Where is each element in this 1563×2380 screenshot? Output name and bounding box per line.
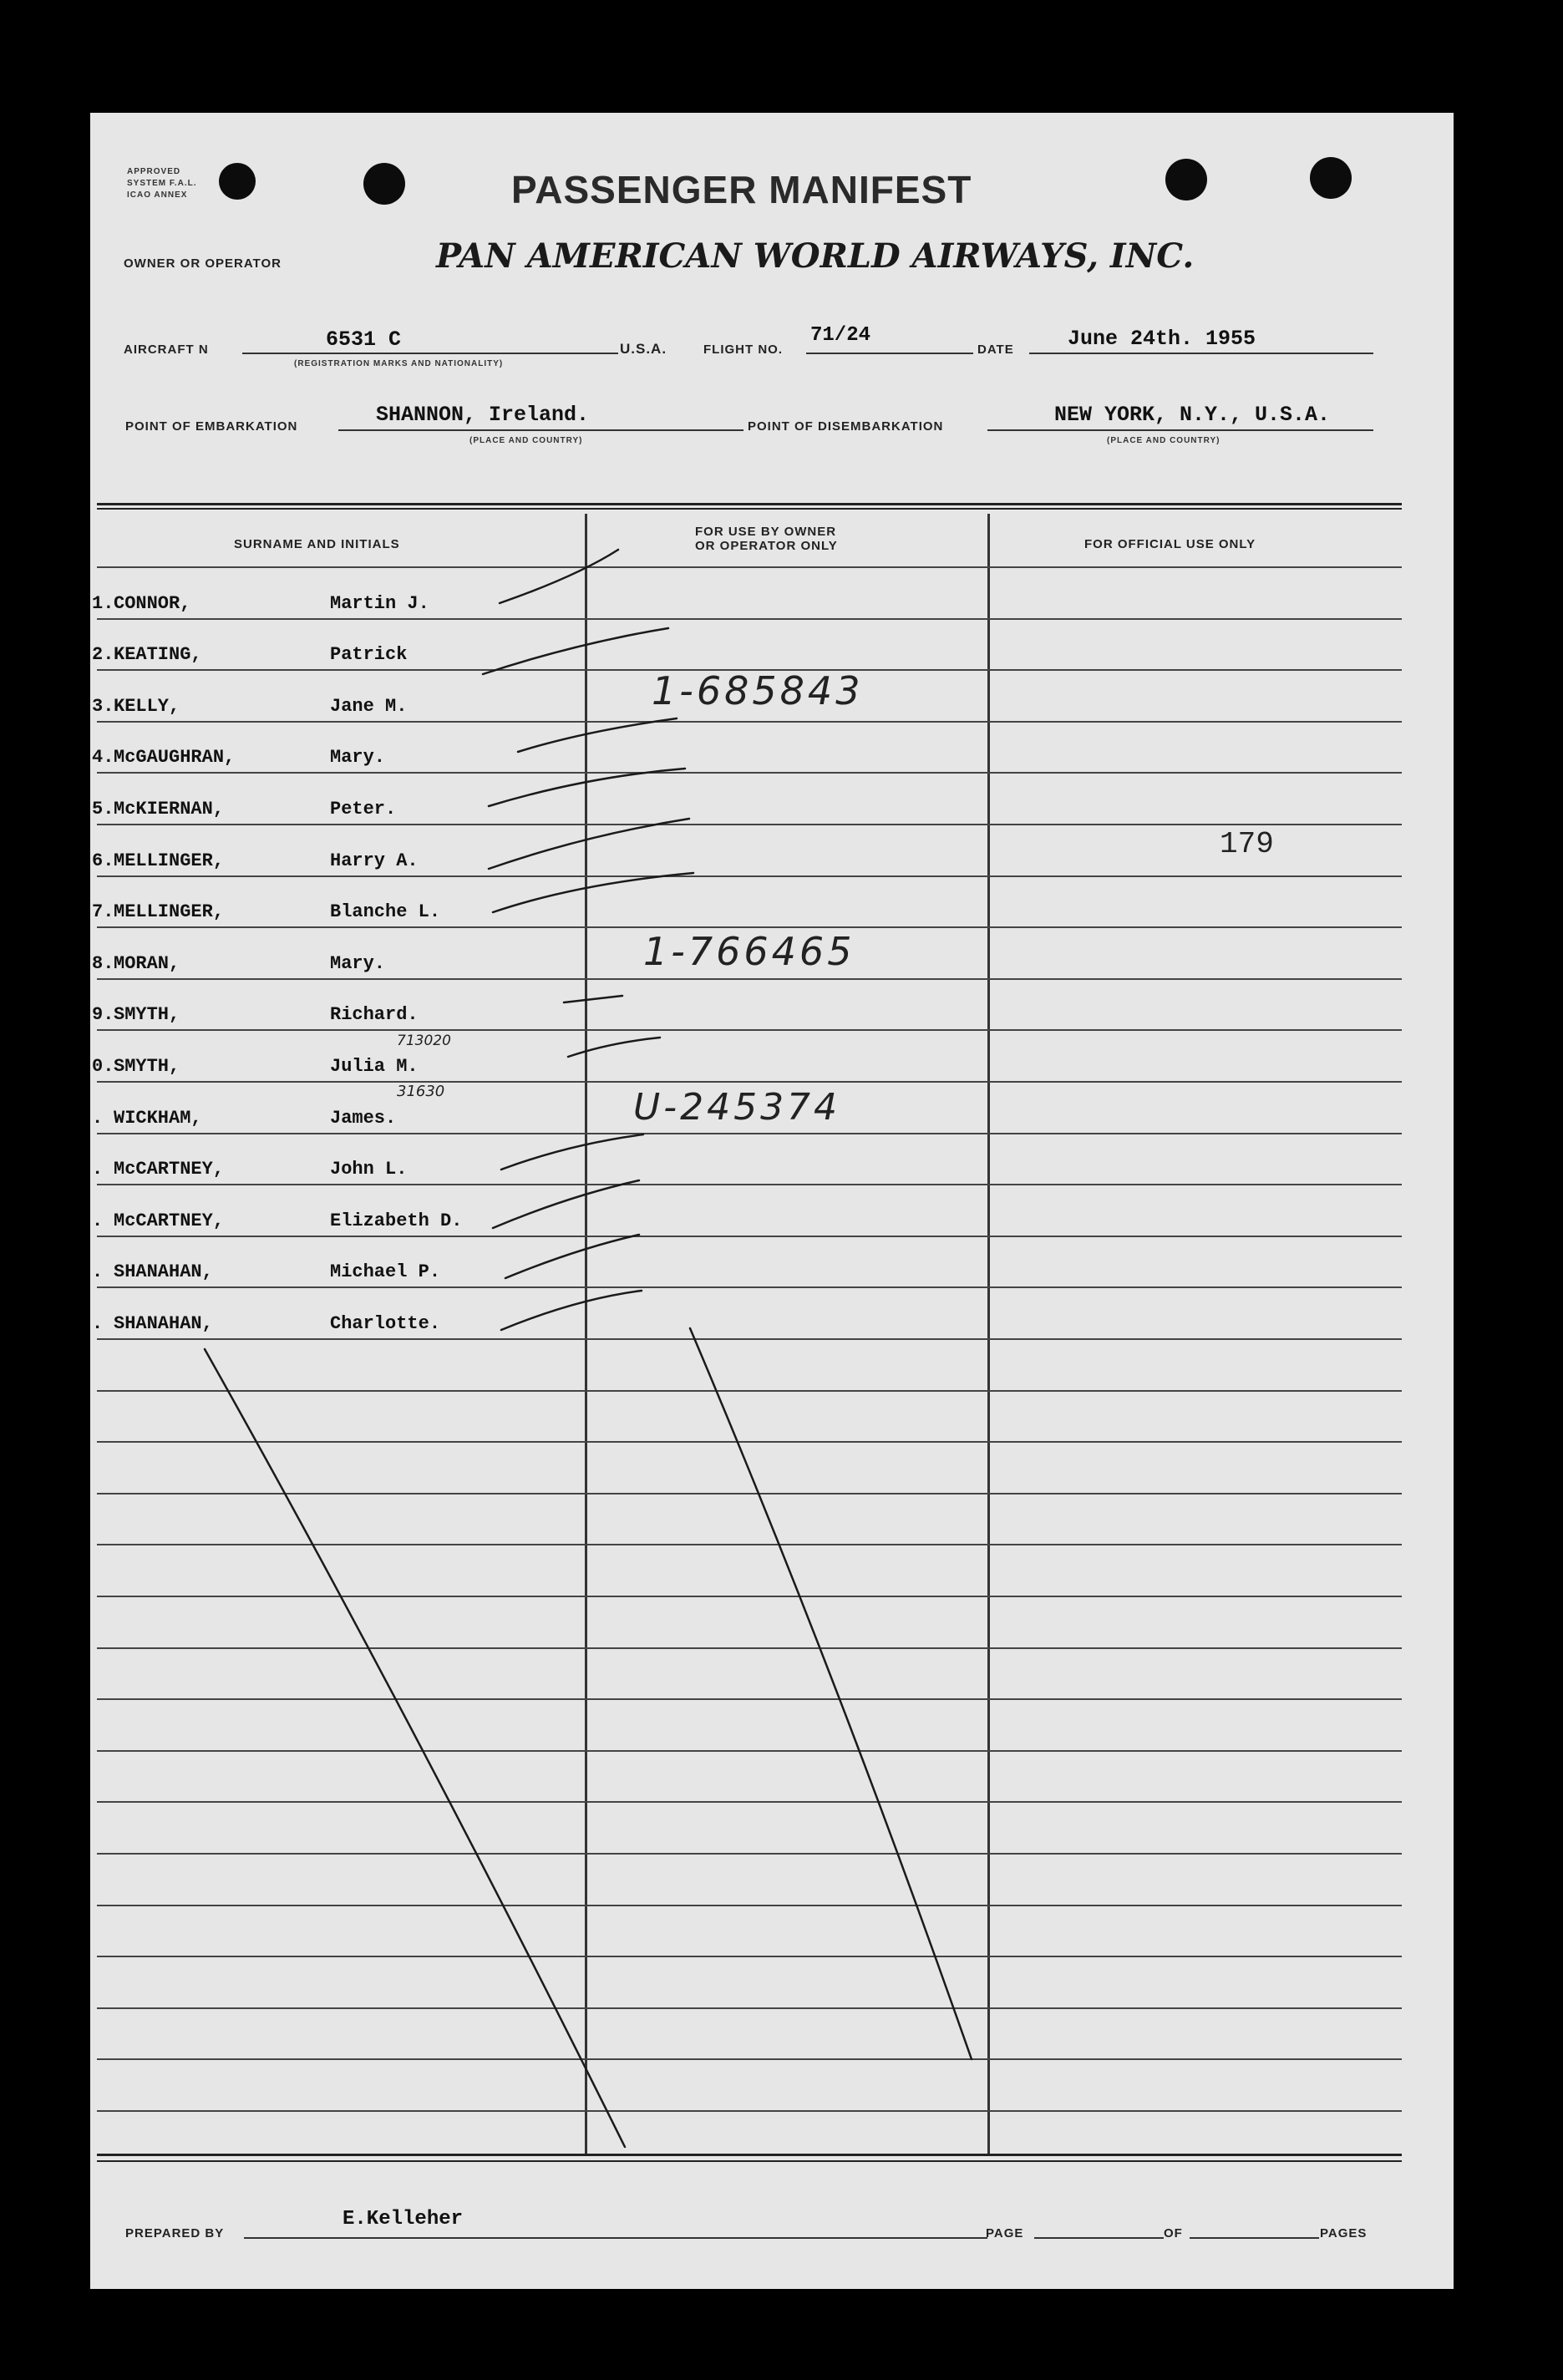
passenger-surname: SMYTH, xyxy=(114,1004,180,1025)
page-label: PAGE xyxy=(986,2226,1024,2240)
col-header-owner-1: FOR USE BY OWNER xyxy=(695,525,837,539)
passenger-given-names: Michael P. xyxy=(330,1261,441,1282)
passenger-number: . xyxy=(92,1210,104,1231)
embarkation-value: SHANNON, Ireland. xyxy=(376,403,590,427)
passenger-given-names: James. xyxy=(330,1108,397,1129)
passenger-given-names: Jane M. xyxy=(330,696,408,717)
passenger-given-names: Mary. xyxy=(330,747,386,768)
passenger-number: . xyxy=(92,1261,104,1282)
aircraft-value: 6531 C xyxy=(326,327,402,352)
of-label: OF xyxy=(1164,2226,1183,2240)
passenger-given-names: Harry A. xyxy=(330,850,419,871)
passenger-given-names: Julia M. xyxy=(330,1056,419,1077)
passenger-surname: WICKHAM, xyxy=(114,1108,202,1129)
aircraft-label: AIRCRAFT N xyxy=(124,343,209,357)
owner-label: OWNER OR OPERATOR xyxy=(124,256,282,271)
approval-line-3: ICAO ANNEX xyxy=(127,190,188,200)
ticket-number: 1-685843 xyxy=(652,668,864,713)
ticket-number: U-245374 xyxy=(633,1086,841,1129)
prepared-by-value: E.Kelleher xyxy=(343,2208,464,2230)
disembark-place-caption: (PLACE AND COUNTRY) xyxy=(1107,436,1220,445)
col-header-official: FOR OFFICIAL USE ONLY xyxy=(1084,537,1256,551)
passenger-surname: MORAN, xyxy=(114,953,180,974)
passenger-surname: SHANAHAN, xyxy=(114,1313,213,1334)
ticket-number: 1-766465 xyxy=(643,929,855,974)
passenger-given-names: Charlotte. xyxy=(330,1313,441,1334)
disembarkation-label: POINT OF DISEMBARKATION xyxy=(748,419,944,434)
passenger-number: . xyxy=(92,1313,104,1334)
passenger-surname: MELLINGER, xyxy=(114,901,225,922)
passenger-number: . xyxy=(92,1108,104,1129)
usa-label: U.S.A. xyxy=(620,341,667,357)
passenger-given-names: Patrick xyxy=(330,644,408,665)
passenger-number: 0. xyxy=(92,1056,114,1077)
registration-caption: (REGISTRATION MARKS AND NATIONALITY) xyxy=(294,359,504,368)
passenger-surname: KELLY, xyxy=(114,696,180,717)
passenger-given-names: John L. xyxy=(330,1159,408,1180)
passenger-given-names: Richard. xyxy=(330,1004,419,1025)
approval-line-2: SYSTEM F.A.L. xyxy=(127,179,197,188)
col-header-owner-2: OR OPERATOR ONLY xyxy=(695,539,838,553)
passenger-number: 8. xyxy=(92,953,114,974)
passenger-number: 7. xyxy=(92,901,114,922)
passenger-surname: McGAUGHRAN, xyxy=(114,747,236,768)
passenger-given-names: Elizabeth D. xyxy=(330,1210,463,1231)
passenger-given-names: Mary. xyxy=(330,953,386,974)
embarkation-label: POINT OF EMBARKATION xyxy=(125,419,298,434)
passenger-number: 9. xyxy=(92,1004,114,1025)
passenger-given-names: Martin J. xyxy=(330,593,429,614)
page-title: PASSENGER MANIFEST xyxy=(511,168,972,211)
embark-place-caption: (PLACE AND COUNTRY) xyxy=(469,436,583,445)
passenger-number: 4. xyxy=(92,747,114,768)
prepared-by-label: PREPARED BY xyxy=(125,2226,225,2240)
passenger-surname: SMYTH, xyxy=(114,1056,180,1077)
passenger-number: 2. xyxy=(92,644,114,665)
pages-label: PAGES xyxy=(1320,2226,1368,2240)
margin-note: 31630 xyxy=(397,1083,445,1100)
passenger-number: 6. xyxy=(92,850,114,871)
date-label: DATE xyxy=(977,343,1014,357)
passenger-surname: McCARTNEY, xyxy=(114,1210,225,1231)
official-number: 179 xyxy=(1220,827,1274,861)
passenger-given-names: Blanche L. xyxy=(330,901,441,922)
approval-line-1: APPROVED xyxy=(127,167,181,176)
passenger-number: 3. xyxy=(92,696,114,717)
passenger-number: . xyxy=(92,1159,104,1180)
passenger-number: 5. xyxy=(92,799,114,820)
flight-value: 71/24 xyxy=(810,324,871,347)
passenger-surname: McCARTNEY, xyxy=(114,1159,225,1180)
flight-label: FLIGHT NO. xyxy=(703,343,783,357)
col-header-surname: SURNAME AND INITIALS xyxy=(234,537,400,551)
disembarkation-value: NEW YORK, N.Y., U.S.A. xyxy=(1054,403,1331,427)
date-value: June 24th. 1955 xyxy=(1068,327,1256,351)
margin-note: 713020 xyxy=(397,1033,451,1049)
passenger-surname: CONNOR, xyxy=(114,593,191,614)
passenger-surname: KEATING, xyxy=(114,644,202,665)
passenger-surname: McKIERNAN, xyxy=(114,799,225,820)
owner-name: PAN AMERICAN WORLD AIRWAYS, INC. xyxy=(436,236,1195,276)
passenger-number: 1. xyxy=(92,593,114,614)
passenger-given-names: Peter. xyxy=(330,799,397,820)
passenger-surname: SHANAHAN, xyxy=(114,1261,213,1282)
passenger-surname: MELLINGER, xyxy=(114,850,225,871)
